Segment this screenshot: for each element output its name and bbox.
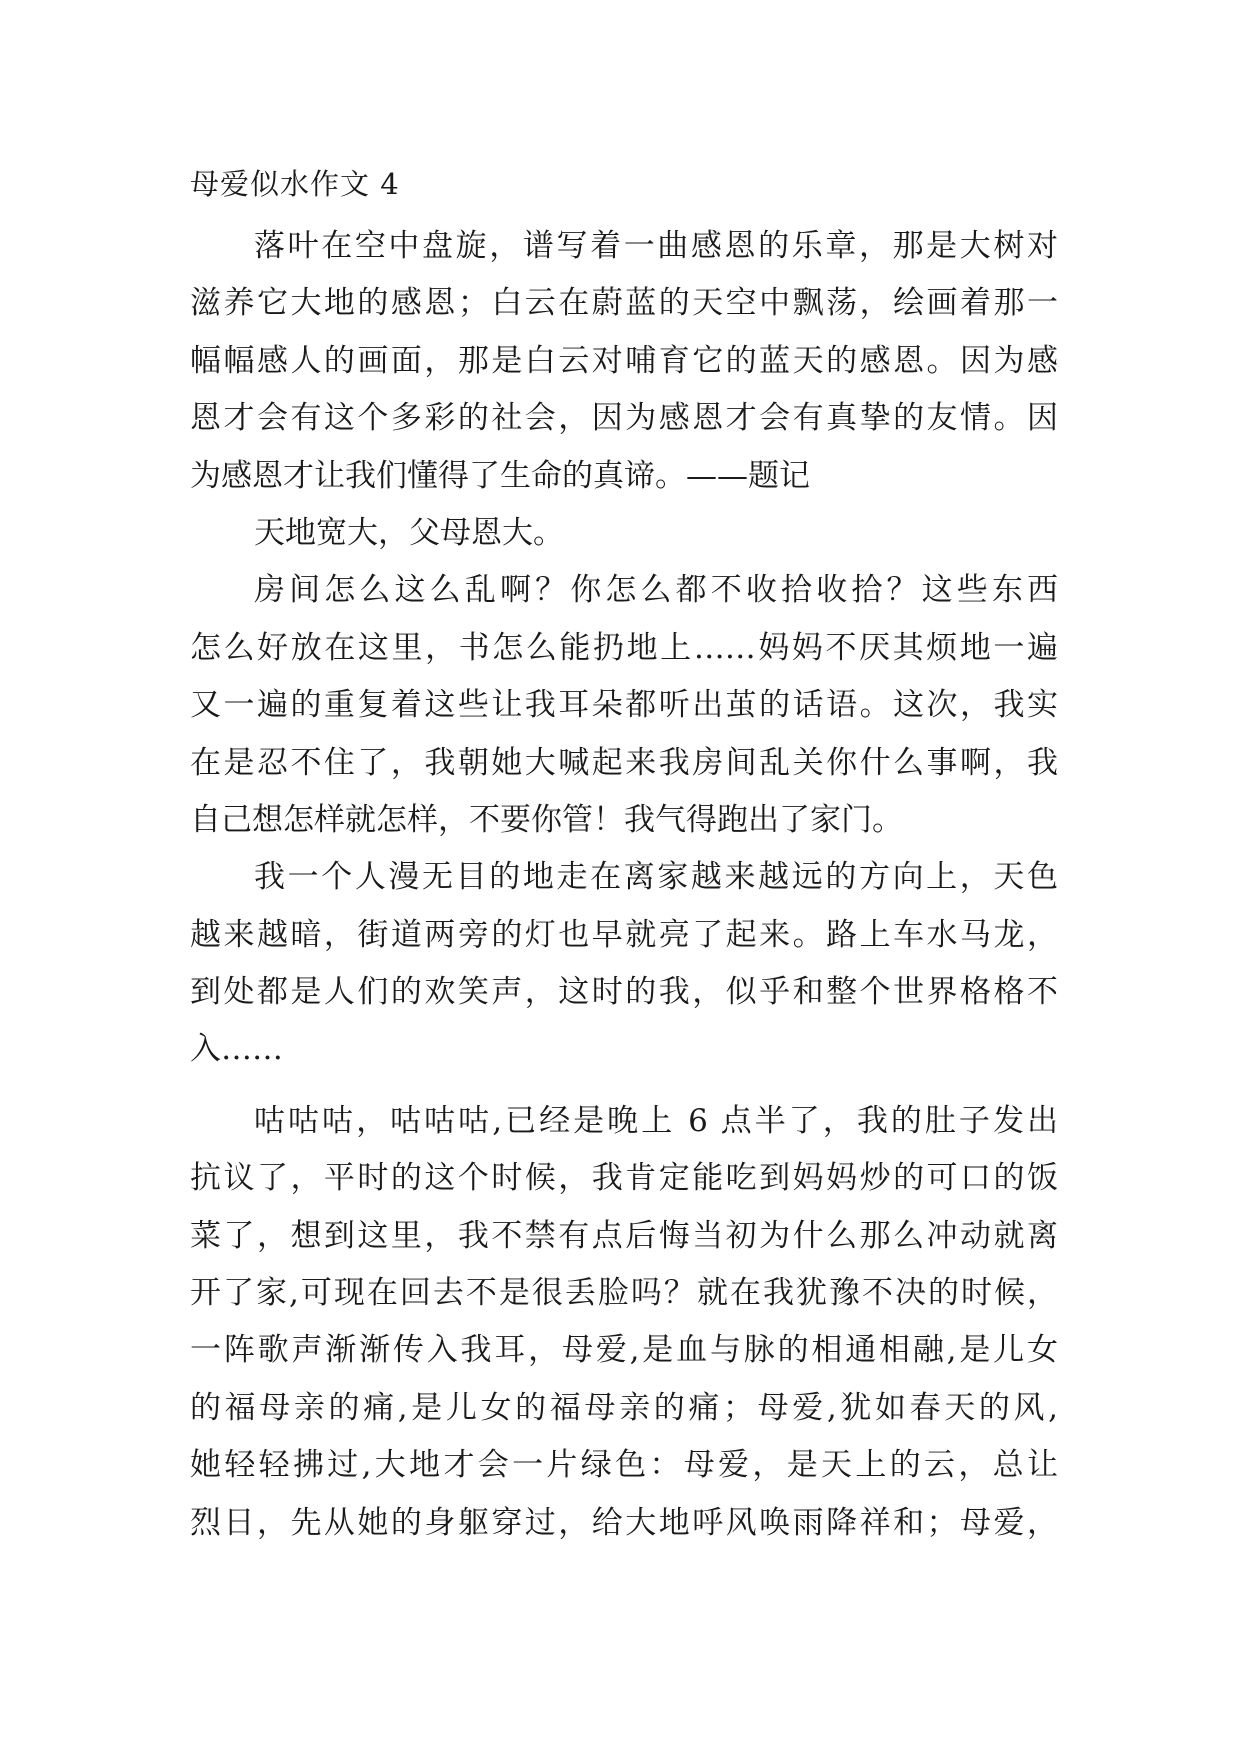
text-line: 为感恩才让我们懂得了生命的真谛。——题记 (190, 457, 810, 494)
text-line: 咕咕咕，咕咕咕,已经是晚上 6 点半了，我的肚子发出 (254, 1102, 1058, 1139)
text-line: 在是忍不住了，我朝她大喊起来我房间乱关你什么事啊，我 (190, 744, 1058, 781)
text-line: 入…… (190, 1031, 283, 1068)
text-line: 烈日，先从她的身躯穿过，给大地呼风唤雨降祥和；母爱， (190, 1504, 1058, 1541)
text-line: 房间怎么这么乱啊？你怎么都不收拾收拾？这些东西 (254, 572, 1058, 609)
text-line: 菜了，想到这里，我不禁有点后悔当初为什么那么冲动就离 (190, 1217, 1058, 1254)
text-line: 天地宽大，父母恩大。 (254, 514, 564, 551)
text-line: 幅幅感人的画面，那是白云对哺育它的蓝天的感恩。因为感 (190, 342, 1058, 379)
text-line: 我一个人漫无目的地走在离家越来越远的方向上，天色 (254, 859, 1058, 896)
text-line: 抗议了，平时的这个时候，我肯定能吃到妈妈炒的可口的饭 (190, 1160, 1058, 1197)
text-line: 恩才会有这个多彩的社会，因为感恩才会有真挚的友情。因 (190, 400, 1058, 437)
document-title: 母爱似水作文 4 (190, 167, 400, 201)
text-line: 自己想怎样就怎样，不要你管！我气得跑出了家门。 (190, 801, 903, 838)
text-line: 的福母亲的痛,是儿女的福母亲的痛；母爱,犹如春天的风, (190, 1389, 1058, 1426)
text-line: 到处都是人们的欢笑声，这时的我，似乎和整个世界格格不 (190, 974, 1058, 1011)
document-body (190, 218, 1058, 1552)
paragraph-gap (190, 1079, 1058, 1093)
text-line: 一阵歌声渐渐传入我耳，母爱,是血与脉的相通相融,是儿女 (190, 1332, 1058, 1369)
text-line: 她轻轻拂过,大地才会一片绿色：母爱，是天上的云，总让 (190, 1447, 1058, 1484)
text-line: 又一遍的重复着这些让我耳朵都听出茧的话语。这次，我实 (190, 687, 1058, 724)
text-line: 滋养它大地的感恩；白云在蔚蓝的天空中飘荡，绘画着那一 (190, 285, 1058, 322)
text-line: 落叶在空中盘旋，谱写着一曲感恩的乐章，那是大树对 (254, 228, 1058, 264)
text-line: 越来越暗，街道两旁的灯也早就亮了起来。路上车水马龙， (190, 916, 1058, 953)
text-line: 怎么好放在这里，书怎么能扔地上……妈妈不厌其烦地一遍 (190, 629, 1058, 666)
text-line: 开了家,可现在回去不是很丢脸吗？就在我犹豫不决的时候， (190, 1275, 1058, 1312)
